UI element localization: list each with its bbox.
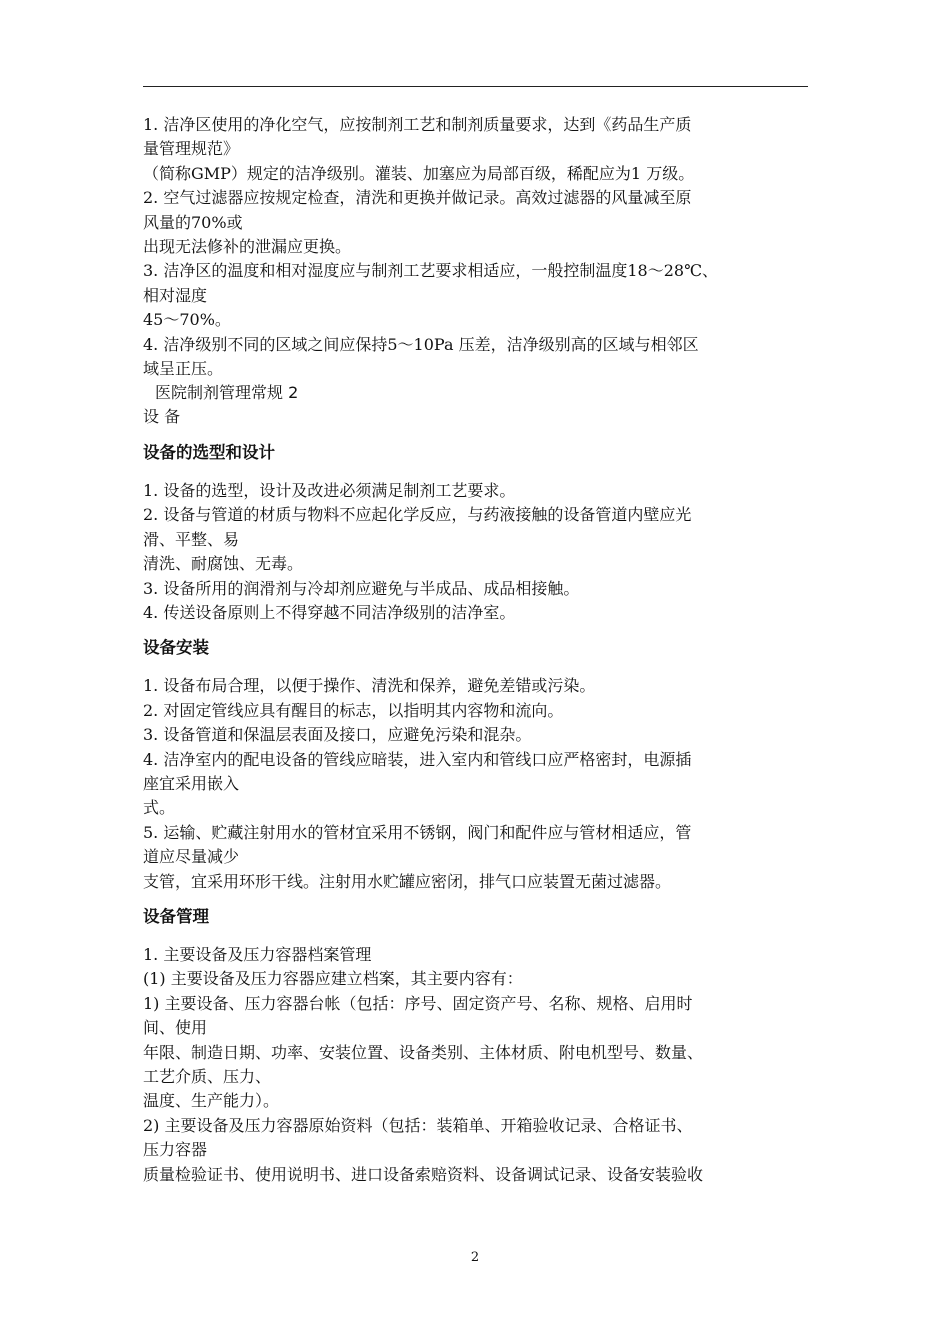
text-line: 量管理规范》 xyxy=(143,139,240,159)
text-line: 风量的70%或 xyxy=(143,212,243,232)
text-line: 3. 设备管道和保温层表面及接口，应避免污染和混杂。 xyxy=(143,725,532,745)
text-line: 4. 洁净室内的配电设备的管线应暗装，进入室内和管线口应严格密封，电源插 xyxy=(143,749,692,769)
text-line: 滑、平整、易 xyxy=(143,529,240,549)
text-line: 1. 洁净区使用的净化空气，应按制剂工艺和制剂质量要求，达到《药品生产质 xyxy=(143,115,692,134)
document-title: 医院制剂管理常规 2 xyxy=(155,383,299,403)
text-line: 1. 设备布局合理，以便于操作、清洗和保养，避免差错或污染。 xyxy=(143,676,596,696)
text-line: 式。 xyxy=(143,798,176,818)
text-line: 4. 洁净级别不同的区域之间应保持5～10Pa 压差，洁净级别高的区域与相邻区 xyxy=(143,334,699,354)
text-line: 2. 空气过滤器应按规定检查，清洗和更换并做记录。高效过滤器的风量减至原 xyxy=(143,188,692,208)
text-line: 道应尽量减少 xyxy=(143,847,240,867)
text-line: 45～70%。 xyxy=(143,310,231,330)
header-rule xyxy=(143,86,808,87)
text-line: 温度、生产能力）。 xyxy=(143,1091,280,1111)
text-line: 支管，宜采用环形干线。注射用水贮罐应密闭，排气口应装置无菌过滤器。 xyxy=(143,871,672,891)
section-heading: 设备的选型和设计 xyxy=(143,442,275,462)
text-line: 3. 设备所用的润滑剂与冷却剂应避免与半成品、成品相接触。 xyxy=(143,578,580,598)
text-line: 出现无法修补的泄漏应更换。 xyxy=(143,237,352,257)
text-line: 2) 主要设备及压力容器原始资料（包括：装箱单、开箱验收记录、合格证书、 xyxy=(143,1115,693,1135)
text-line: 清洗、耐腐蚀、无毒。 xyxy=(143,554,304,574)
page-number: 2 xyxy=(470,1250,480,1265)
text-line: 设 备 xyxy=(143,407,181,427)
text-line: 4. 传送设备原则上不得穿越不同洁净级别的洁净室。 xyxy=(143,602,516,622)
text-line: 域呈正压。 xyxy=(143,359,224,379)
text-line: (1) 主要设备及压力容器应建立档案，其主要内容有： xyxy=(143,969,523,989)
document-body xyxy=(143,113,811,1187)
text-line: 年限、制造日期、功率、安装位置、设备类别、主体材质、附电机型号、数量、 xyxy=(143,1042,704,1062)
text-line: 1. 设备的选型，设计及改进必须满足制剂工艺要求。 xyxy=(143,480,516,500)
text-line: 压力容器 xyxy=(143,1140,208,1160)
text-line: （简称GMP）规定的洁净级别。灌装、加塞应为局部百级，稀配应为1 万级。 xyxy=(143,163,695,183)
text-line: 2. 设备与管道的材质与物料不应起化学反应，与药液接触的设备管道内壁应光 xyxy=(143,505,692,525)
section-heading: 设备管理 xyxy=(143,906,209,926)
text-line: 1) 主要设备、压力容器台帐（包括：序号、固定资产号、名称、规格、启用时 xyxy=(143,993,693,1013)
text-line: 质量检验证书、使用说明书、进口设备索赔资料、设备调试记录、设备安装验收 xyxy=(143,1164,704,1184)
text-line: 工艺介质、压力、 xyxy=(143,1067,272,1086)
text-line: 3. 洁净区的温度和相对湿度应与制剂工艺要求相适应，一般控制温度18～28℃、 xyxy=(143,261,718,281)
text-line: 5. 运输、贮藏注射用水的管材宜采用不锈钢，阀门和配件应与管材相适应，管 xyxy=(143,822,692,842)
text-line: 2. 对固定管线应具有醒目的标志，以指明其内容物和流向。 xyxy=(143,700,564,720)
section-heading: 设备安装 xyxy=(143,638,209,658)
text-line: 间、使用 xyxy=(143,1018,208,1038)
text-line: 相对湿度 xyxy=(143,285,208,305)
text-line: 座宜采用嵌入 xyxy=(143,773,240,793)
text-line: 1. 主要设备及压力容器档案管理 xyxy=(143,944,372,964)
